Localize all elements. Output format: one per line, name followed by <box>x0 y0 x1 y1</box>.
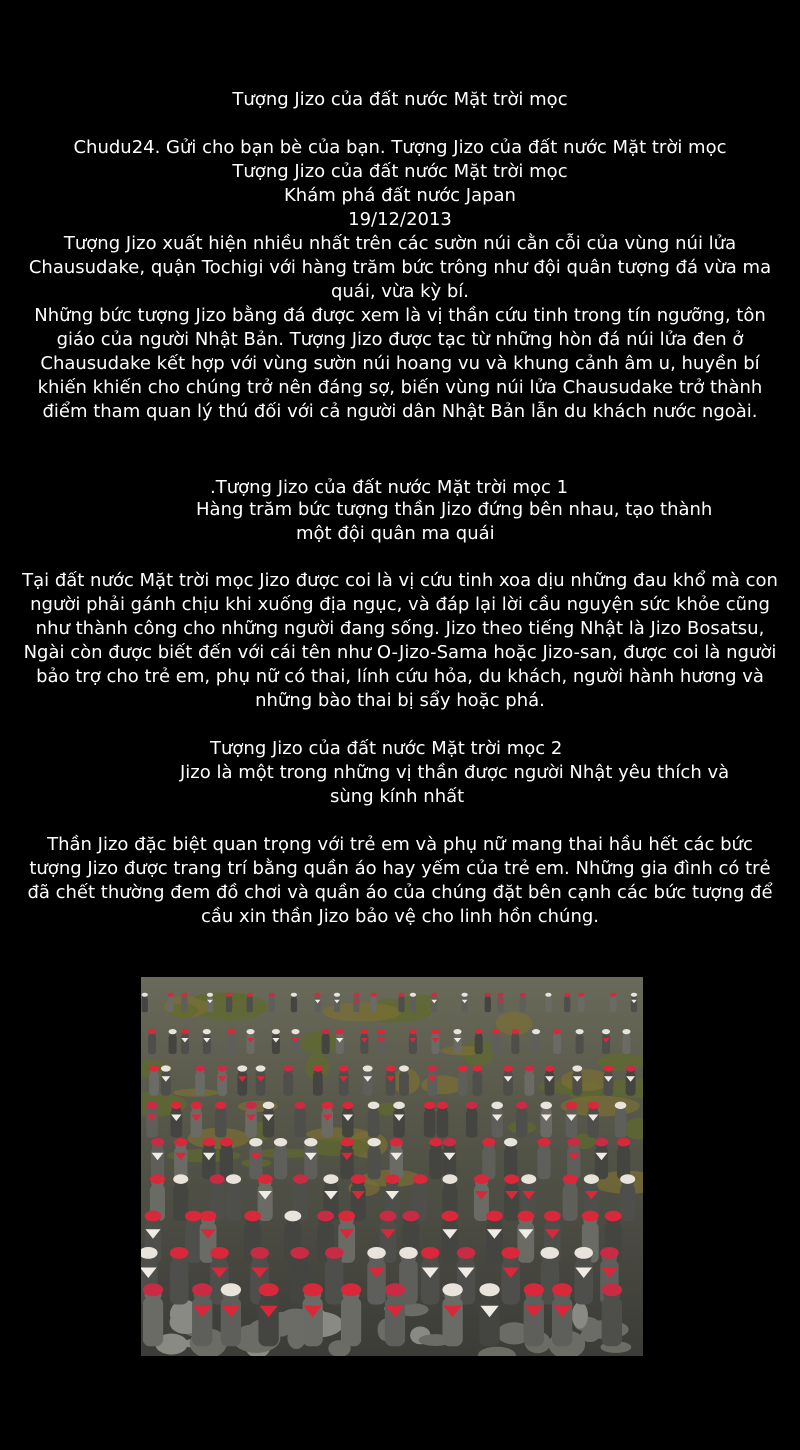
intro-paragraph-2: Những bức tượng Jizo bằng đá được xem là vị thần cứu tinh trong tín ngưỡng, tôn giáo của người Nhật Bản. Tượng Jizo được tạc từ những hòn đá núi lửa đen ở Chausudake kết hợp với vùng sườn núi hoang vu và khung cảnh âm u, huyền bí khiến khiến cho chúng trở nên đáng sợ, biến vùng núi lửa Chausudake trở thành điểm tham quan lý thú đối với cả người dân Nhật Bản lẫn du khách nước ngoài. <box>34 305 766 422</box>
body-paragraph-children: Thần Jizo đặc biệt quan trọng với trẻ em và phụ nữ mang thai hầu hết các bức tượng Jizo được trang trí bằng quần áo hay yếm của trẻ em. Những gia đình có trẻ đã chết thường đem đồ chơi và quần áo của chúng đặt bên cạnh các bức tượng để cầu xin thần Jizo bảo vệ cho linh hồn chúng. <box>27 834 773 927</box>
caption-1-text-continued: một đội quân ma quái <box>296 523 495 544</box>
jizo-statue <box>511 1029 519 1054</box>
jizo-statue <box>497 993 503 1013</box>
jizo-statue <box>341 1283 361 1346</box>
intro-line-1: Chudu24. Gửi cho bạn bè của bạn. Tượng Jizo của đất nước Mặt trời mọc <box>73 137 727 158</box>
jizo-statue <box>437 1102 449 1138</box>
jizo-statue <box>431 993 437 1013</box>
jizo-statue <box>334 993 340 1013</box>
jizo-statue <box>563 1174 578 1221</box>
jizo-statue <box>192 1283 212 1346</box>
jizo-statue <box>283 1065 293 1095</box>
jizo-statue <box>291 1029 299 1054</box>
jizo-statue <box>203 1029 211 1054</box>
jizo-statue <box>322 1029 330 1054</box>
jizo-statue <box>342 1102 354 1138</box>
caption-2-text: Jizo là một trong những vị thần được người Nhật yêu thích và <box>180 762 730 783</box>
jizo-statue <box>458 1065 468 1095</box>
jizo-statue <box>390 1138 403 1179</box>
jizo-statue <box>220 1138 233 1179</box>
jizo-statue <box>602 1283 622 1346</box>
jizo-statue <box>622 1029 630 1054</box>
jizo-statue <box>226 993 232 1013</box>
jizo-statue <box>256 1065 266 1095</box>
jizo-statue <box>386 1065 396 1095</box>
jizo-statue <box>485 993 491 1013</box>
intro-line-2: Tượng Jizo của đất nước Mặt trời mọc <box>232 161 568 182</box>
jizo-statue <box>202 1138 215 1179</box>
article-title: Tượng Jizo của đất nước Mặt trời mọc <box>232 89 568 110</box>
jizo-statue <box>195 1065 205 1095</box>
jizo-statue <box>492 1029 500 1054</box>
jizo-statue <box>486 1211 503 1263</box>
jizo-statue <box>228 1029 236 1054</box>
jizo-statue <box>576 1029 584 1054</box>
jizo-statue <box>475 1029 483 1054</box>
jizo-statue <box>424 1102 436 1138</box>
jizo-statue <box>274 1138 287 1179</box>
jizo-statue <box>258 1283 278 1346</box>
jizo-statue <box>368 1102 380 1138</box>
jizo-statue <box>314 993 320 1013</box>
jizo-statue <box>517 1211 534 1263</box>
jizo-statue <box>602 1029 610 1054</box>
jizo-statue <box>313 1065 323 1095</box>
jizo-statue <box>167 993 173 1013</box>
jizo-statue <box>174 1138 187 1179</box>
jizo-statue <box>367 1247 386 1305</box>
jizo-statue <box>246 1029 254 1054</box>
jizo-statue <box>409 1029 417 1054</box>
jizo-statue <box>431 1029 439 1054</box>
jizo-statue <box>441 1211 458 1263</box>
jizo-statue <box>170 1247 189 1305</box>
jizo-statue <box>578 993 584 1013</box>
jizo-statue <box>245 1102 257 1138</box>
jizo-statues-photo <box>141 977 643 1356</box>
caption-1-title: .Tượng Jizo của đất nước Mặt trời mọc 1 <box>210 477 569 498</box>
jizo-statue <box>537 1138 550 1179</box>
jizo-statue <box>263 1102 275 1138</box>
jizo-statue <box>149 1065 159 1095</box>
jizo-statue <box>207 993 213 1013</box>
jizo-statue <box>540 1102 552 1138</box>
jizo-statue <box>399 1065 409 1095</box>
jizo-statue <box>631 993 637 1013</box>
jizo-statue <box>603 1065 613 1095</box>
jizo-statue <box>171 1102 183 1138</box>
jizo-statue <box>393 1102 405 1138</box>
jizo-statue <box>191 1102 203 1138</box>
jizo-statue <box>221 1283 241 1346</box>
jizo-statue <box>421 1247 440 1305</box>
jizo-statue <box>453 1029 461 1054</box>
jizo-statue <box>398 993 404 1013</box>
jizo-statue <box>336 1029 344 1054</box>
jizo-statue <box>587 1102 599 1138</box>
jizo-statue <box>226 1174 241 1221</box>
jizo-statue <box>564 993 570 1013</box>
jizo-statue <box>552 1283 572 1346</box>
jizo-statue <box>339 1065 349 1095</box>
jizo-statue <box>181 1029 189 1054</box>
jizo-statue <box>181 993 187 1013</box>
jizo-statue <box>516 1102 528 1138</box>
jizo-statue <box>429 1138 442 1179</box>
jizo-statue <box>377 1029 385 1054</box>
jizo-statue <box>520 993 526 1013</box>
jizo-statue <box>146 1102 158 1138</box>
intro-line-3: Khám phá đất nước Japan <box>284 185 516 206</box>
intro-paragraph-1: Tượng Jizo xuất hiện nhiều nhất trên các sườn núi cằn cỗi của vùng núi lửa Chausudake, quận Tochigi với hàng trăm bức trông như đội quân tượng đá vừa ma quái, vừa kỳ bí. <box>28 233 772 302</box>
jizo-statue <box>566 1102 578 1138</box>
caption-2-title: Tượng Jizo của đất nước Mặt trời mọc 2 <box>210 738 563 759</box>
jizo-statue <box>545 993 551 1013</box>
jizo-statue <box>574 1247 593 1305</box>
jizo-statue <box>303 1283 323 1346</box>
jizo-statue <box>461 993 467 1013</box>
jizo-statue <box>325 1247 344 1305</box>
jizo-statue <box>553 1029 561 1054</box>
jizo-statue <box>322 1102 334 1138</box>
jizo-statue <box>143 1283 163 1346</box>
jizo-statue <box>501 1247 520 1305</box>
jizo-statue <box>237 1065 247 1095</box>
jizo-statue <box>294 1102 306 1138</box>
jizo-statue <box>340 1138 353 1179</box>
jizo-statue <box>504 1174 519 1221</box>
jizo-statue <box>368 1138 381 1179</box>
jizo-statue <box>291 993 297 1013</box>
caption-1-text: Hàng trăm bức tượng thần Jizo đứng bên nhau, tạo thành <box>196 499 713 520</box>
jizo-statue <box>247 993 253 1013</box>
jizo-statue <box>249 1138 262 1179</box>
jizo-statue <box>545 1065 555 1095</box>
jizo-statue <box>363 1065 373 1095</box>
jizo-statue <box>442 1283 462 1346</box>
article-date: 19/12/2013 <box>348 209 452 230</box>
jizo-statue <box>532 1029 540 1054</box>
jizo-statue <box>572 1065 582 1095</box>
jizo-statue <box>151 1138 164 1179</box>
jizo-statue <box>615 1102 627 1138</box>
jizo-statue <box>161 1065 171 1095</box>
jizo-statue <box>385 1283 405 1346</box>
caption-2-text-continued: sùng kính nhất <box>330 786 465 807</box>
jizo-statue <box>504 1138 517 1179</box>
jizo-statue <box>215 1102 227 1138</box>
jizo-statue <box>482 1138 495 1179</box>
article-intro <box>20 136 780 424</box>
jizo-statue <box>360 1029 368 1054</box>
jizo-statue <box>524 1283 544 1346</box>
jizo-statue <box>304 1138 317 1179</box>
jizo-statue <box>217 1065 227 1095</box>
jizo-statue <box>524 1065 534 1095</box>
jizo-statue <box>472 1065 482 1095</box>
jizo-statue <box>626 1065 636 1095</box>
jizo-statue <box>148 1029 156 1054</box>
jizo-statue <box>620 1174 635 1221</box>
jizo-statue <box>269 993 275 1013</box>
jizo-statue <box>617 1138 630 1179</box>
jizo-statues-illustration <box>141 977 643 1356</box>
jizo-statue <box>370 993 376 1013</box>
jizo-statue <box>491 1102 503 1138</box>
jizo-statue <box>610 993 616 1013</box>
jizo-statue <box>466 1102 478 1138</box>
jizo-statue <box>142 993 148 1013</box>
jizo-statue <box>479 1283 499 1346</box>
jizo-statue <box>169 1029 177 1054</box>
jizo-statue <box>503 1065 513 1095</box>
jizo-statue <box>353 993 359 1013</box>
jizo-statue <box>443 1138 456 1179</box>
body-paragraph-jizo-savior: Tại đất nước Mặt trời mọc Jizo được coi là vị cứu tinh xoa dịu những đau khổ mà con người phải gánh chịu khi xuống địa ngục, và đáp lại lời cầu nguyện sức khỏe cũng như thành công cho những người đang sống. Jizo theo tiếng Nhật là Jizo Bosatsu, Ngài còn được biết đến với cái tên như O-Jizo-Sama hoặc Jizo-san, được coi là người bảo trợ cho trẻ em, phụ nữ có thai, lính cứu hỏa, du khách, người hành hương và những bào thai bị sẩy hoặc phá. <box>22 570 778 711</box>
jizo-statue <box>595 1138 608 1179</box>
jizo-statue <box>567 1138 580 1179</box>
jizo-statue <box>410 993 416 1013</box>
jizo-statue <box>272 1029 280 1054</box>
jizo-statue <box>427 1065 437 1095</box>
